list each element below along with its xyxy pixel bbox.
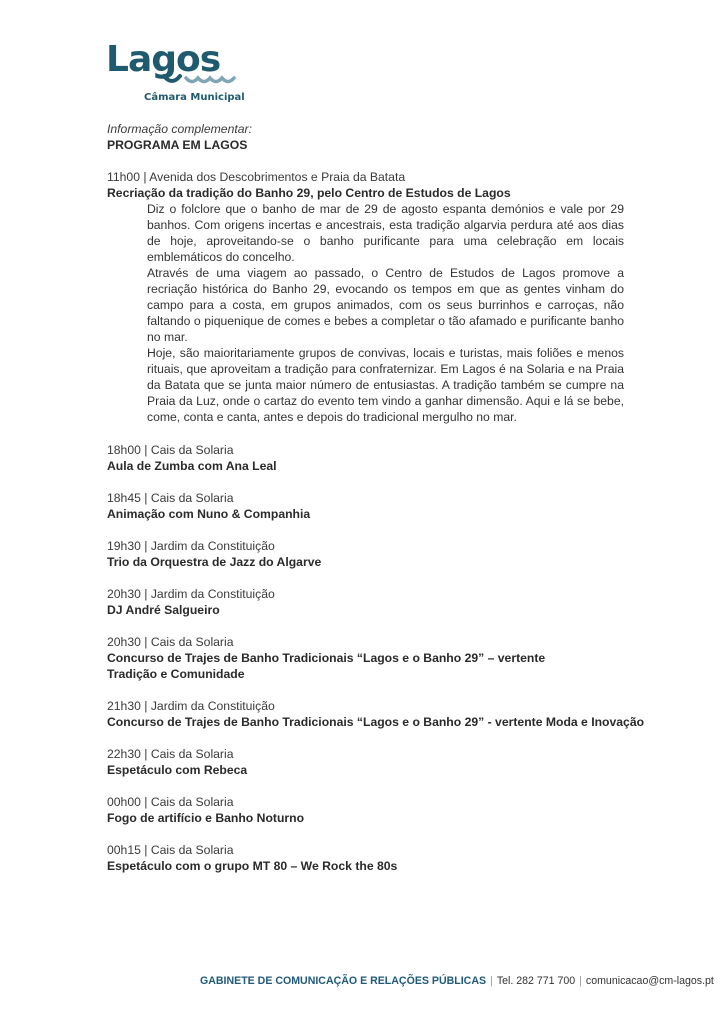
- footer-separator: |: [579, 975, 582, 987]
- event-item: [107, 442, 627, 474]
- logo-subtitle: Câmara Municipal: [144, 92, 245, 103]
- description-paragraph: Através de uma viagem ao passado, o Centro de Estudos de Lagos promove a recriação histórica do Banho 29, evocando os tempos em que as gentes vinham do campo para a costa, em grupos animados, com os seus burrinhos e carroças, não faltando o piquenique de comes e bebes a completar o tão afamado e purificante banho no mar.: [147, 266, 624, 344]
- event-title: Espetáculo com o grupo MT 80 – We Rock the 80s: [107, 859, 398, 873]
- event-time-place: 19h30 | Jardim da Constituição: [107, 539, 275, 553]
- footer-email[interactable]: comunicacao@cm-lagos.pt: [585, 975, 714, 987]
- event-item: [107, 490, 627, 522]
- intro-title: PROGRAMA EM LAGOS: [107, 138, 248, 152]
- lagos-logo: [106, 40, 246, 106]
- event-time-place: 00h15 | Cais da Solaria: [107, 843, 234, 857]
- event-time-place: 20h30 | Cais da Solaria: [107, 635, 234, 649]
- event-title: Animação com Nuno & Companhia: [107, 507, 311, 521]
- intro-label: Informação complementar:: [107, 122, 252, 136]
- event-title: DJ André Salgueiro: [107, 603, 220, 617]
- event-item: [107, 538, 627, 570]
- event-item: [107, 746, 627, 778]
- event-item: [107, 634, 627, 682]
- footer: [200, 975, 714, 987]
- event-time-place: 22h30 | Cais da Solaria: [107, 747, 234, 761]
- event-time-place: 20h30 | Jardim da Constituição: [107, 587, 275, 601]
- event-title: Fogo de artifício e Banho Noturno: [107, 811, 305, 825]
- description-paragraph: Hoje, são maioritariamente grupos de convivas, locais e turistas, mais foliões e menos rituais, que aproveitam a tradição para confraternizar. Em Lagos é na Solaria e na Praia da Batata que se junta maior número de entusiastas. A tradição também se cumpre na Praia da Luz, onde o cartaz do evento tem vindo a ganhar dimensão. Aqui e lá se bebe, come, conta e canta, antes e depois do tradicional mergulho no mar.: [147, 346, 624, 424]
- event-time-place: 18h45 | Cais da Solaria: [107, 491, 234, 505]
- event-item: [107, 698, 645, 730]
- event-item: [107, 842, 627, 874]
- event-title: Concurso de Trajes de Banho Tradicionais “Lagos e o Banho 29” – vertente Tradição e Comunidade: [107, 651, 546, 681]
- featured-event: [107, 169, 627, 425]
- footer-separator: |: [490, 975, 493, 987]
- event-description: [147, 201, 624, 425]
- document-body: [107, 121, 645, 874]
- event-title: Aula de Zumba com Ana Leal: [107, 459, 277, 473]
- event-item: [107, 586, 627, 618]
- description-paragraph: Diz o folclore que o banho de mar de 29 de agosto espanta demónios e vale por 29 banhos. Com origens incertas e ancestrais, esta tradição algarvia perdura até aos dias de hoje, aproveitando-se o banho purificante para uma celebração em locais emblemáticos do concelho.: [147, 202, 624, 264]
- event-item: [107, 794, 627, 826]
- footer-phone: Tel. 282 771 700: [496, 975, 576, 987]
- event-time-place: 21h30 | Jardim da Constituição: [107, 699, 275, 713]
- event-title: Trio da Orquestra de Jazz do Algarve: [107, 555, 322, 569]
- event-time-place: 00h00 | Cais da Solaria: [107, 795, 234, 809]
- waves-icon: [106, 72, 246, 92]
- event-title: Recriação da tradição do Banho 29, pelo Centro de Estudos de Lagos: [107, 186, 511, 200]
- event-title: Espetáculo com Rebeca: [107, 763, 248, 777]
- event-time-place: 11h00 | Avenida dos Descobrimentos e Praia da Batata: [107, 170, 406, 184]
- logo-wordmark: Lagos: [106, 39, 221, 80]
- footer-department: GABINETE DE COMUNICAÇÃO E RELAÇÕES PÚBLICAS: [200, 975, 487, 987]
- event-time-place: 18h00 | Cais da Solaria: [107, 443, 234, 457]
- event-title: Concurso de Trajes de Banho Tradicionais “Lagos e o Banho 29” - vertente Moda e Inovação: [107, 715, 645, 729]
